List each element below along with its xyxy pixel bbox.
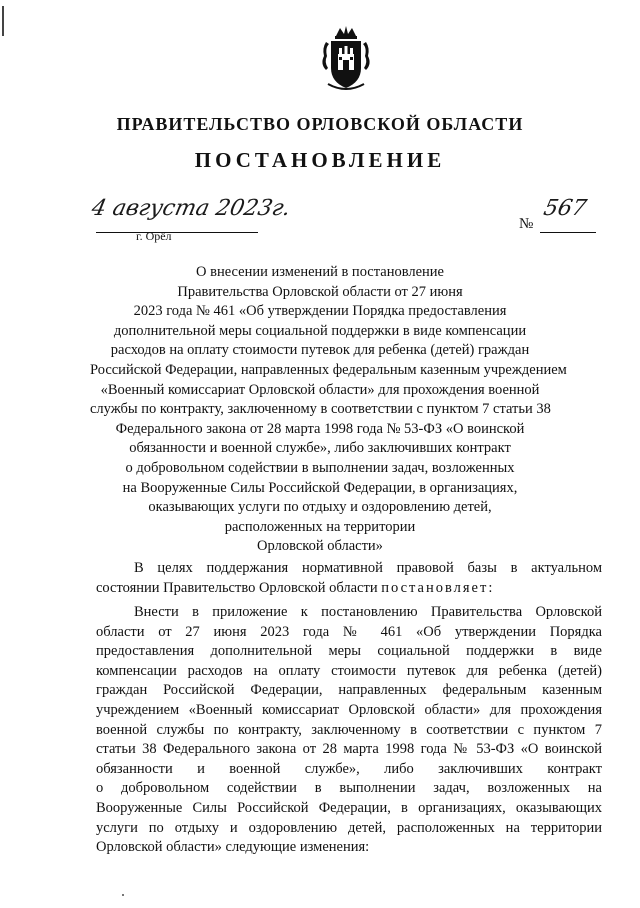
subject-line: о добровольном содействии в выполнении задач, возложенных <box>125 459 515 476</box>
subject-line: расходов на оплату стоимости путевок для ребенка (детей) граждан <box>110 342 530 359</box>
body-line: учреждением «Военный комиссариат Орловской области» для прохождения <box>96 701 602 718</box>
preamble-text: состоянии Правительство Орловской области <box>96 579 382 596</box>
body-line: военной службы по контракту, заключенному в соответствии с пунктом 7 <box>96 721 602 738</box>
subject-line: Федерального закона от 28 марта 1998 года № 53-ФЗ «О воинской <box>115 420 525 437</box>
subject-line: службы по контракту, заключенному в соответствии с пунктом 7 статьи 38 <box>90 401 551 418</box>
subject-line: на Вооруженные Силы Российской Федерации, в организациях, <box>122 479 518 496</box>
subject-line: Правительства Орловской области от 27 июня <box>177 283 463 300</box>
subject-line: расположенных на территории <box>224 518 416 535</box>
subject-line: О внесении изменений в постановление <box>196 264 444 280</box>
subject-line: «Военный комиссариат Орловской области» для прохождения военной <box>100 381 540 398</box>
subject-line: оказывающих услуги по отдыху и оздоровлению детей, <box>148 499 492 516</box>
subject-line: обязанности и военной службе», либо заключивших контракт <box>129 440 511 457</box>
resolution-verb: постановляет: <box>381 579 495 596</box>
document-type-title: ПОСТАНОВЛЕНИЕ <box>194 148 446 172</box>
coat-of-arms-icon <box>318 24 374 94</box>
body-line: статьи 38 Федерального закона от 28 марта 1998 года № 53-ФЗ «О воинской <box>96 741 602 758</box>
body-line: предоставления дополнительной меры социальной поддержки в виде <box>96 643 602 660</box>
city-label: г. Орёл <box>136 229 172 243</box>
preamble-line: В целях поддержания нормативной правовой базы в актуальном <box>134 560 602 576</box>
government-title: ПРАВИТЕЛЬСТВО ОРЛОВСКОЙ ОБЛАСТИ <box>116 114 524 134</box>
body-line: Орловской области» следующие изменения: <box>96 839 370 856</box>
subject-line: 2023 года № 461 «Об утверждении Порядка предоставления <box>133 303 507 320</box>
body-line: граждан Российской Федерации, направленных федеральным казенным <box>96 682 602 699</box>
body-line: Вооруженные Силы Российской Федерации, в организациях, оказывающих <box>96 799 602 816</box>
handwritten-number: 567 <box>541 196 589 221</box>
handwritten-date: 4 августа 2023г. <box>89 196 293 221</box>
subject-line: Орловской области» <box>257 538 383 555</box>
body-line: о добровольном содействии в выполнении задач, возложенных на <box>96 780 602 797</box>
document-subject <box>90 263 567 557</box>
subject-line: дополнительной меры социальной поддержки в виде компенсации <box>113 322 527 339</box>
body-line: услуги по отдыху и оздоровлению детей, расположенных на территории <box>96 819 602 836</box>
scan-speck <box>122 894 124 896</box>
subject-line: Российской Федерации, направленных федеральным казенным учреждением <box>90 361 567 378</box>
body-line: области от 27 июня 2023 года № 461 «Об утверждении Порядка <box>96 623 602 640</box>
preamble-paragraph <box>96 559 602 598</box>
body-line: Внести в приложение к постановлению Правительства Орловской <box>134 604 602 620</box>
body-line: обязанности и военной службе», либо заключивших контракт <box>96 760 602 777</box>
preamble-line <box>96 579 602 599</box>
scan-edge-mark <box>2 6 4 36</box>
body-line: компенсации расходов на оплату стоимости путевок для ребенка (детей) <box>96 662 602 679</box>
number-label: № <box>519 216 534 232</box>
body-paragraph <box>96 603 602 858</box>
